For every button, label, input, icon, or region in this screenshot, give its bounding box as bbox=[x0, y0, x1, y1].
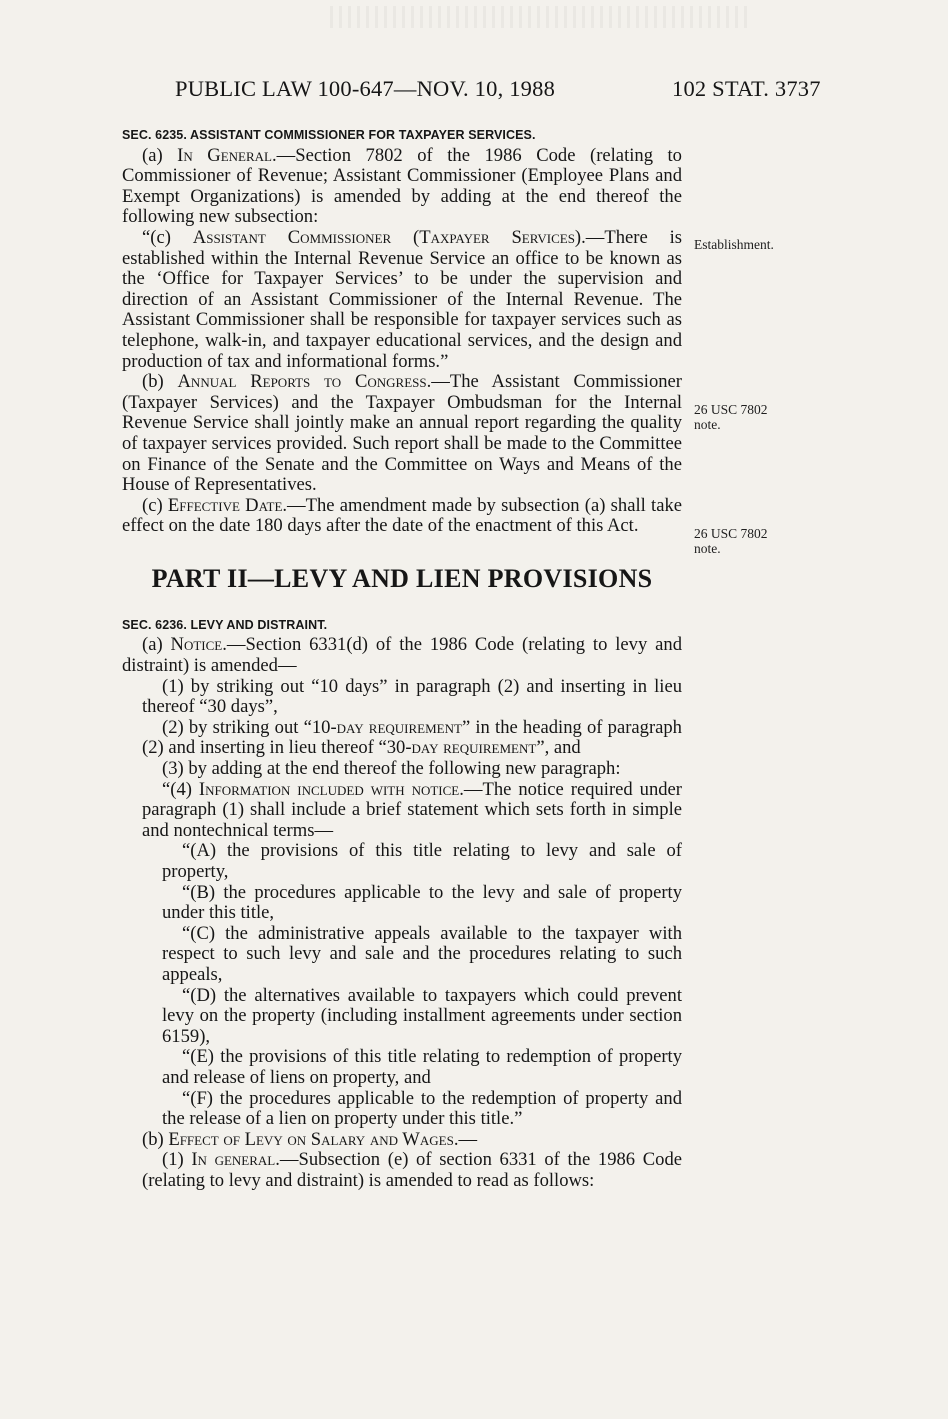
part-heading: PART II—LEVY AND LIEN PROVISIONS bbox=[151, 563, 653, 593]
subsection-a-notice bbox=[122, 635, 682, 676]
subsection-prefix: (b) bbox=[142, 1128, 169, 1150]
subsection-prefix: (c) bbox=[142, 494, 168, 516]
heading-quote: 30-day requirement bbox=[386, 737, 537, 759]
paragraph-text: ”, and bbox=[536, 737, 581, 759]
paragraph-prefix: “(4) bbox=[162, 778, 199, 800]
subsection-caption: Effect of Levy on Salary and Wages bbox=[168, 1128, 454, 1150]
subsection-c-effective-date bbox=[122, 496, 682, 537]
margin-note-usc-2-line2: note. bbox=[694, 541, 721, 556]
subsection-caption: In General bbox=[177, 144, 272, 166]
subsection-prefix: (b) bbox=[142, 371, 178, 393]
document-body bbox=[122, 125, 682, 1192]
subsection-text: .—The Assistant Commissioner (Taxpayer Services) and the Taxpayer Ombudsman for the Internal Revenue Service shall jointly make an annual report regarding the quality of taxpayer services provided. Such report shall be made to the Committee on Finance of the Senate and the Committee on Ways and Means of the House of Representatives. bbox=[122, 371, 682, 496]
paragraph-text: ” in the heading of paragraph (2) and inserting in lieu thereof “ bbox=[142, 716, 682, 759]
margin-note-usc-1 bbox=[694, 402, 768, 432]
margin-note-usc-1-line2: note. bbox=[694, 417, 721, 432]
subsection-caption: Notice bbox=[170, 634, 223, 656]
clause-a: “(A) the provisions of this title relating to levy and sale of property, bbox=[162, 840, 682, 882]
clause-e: “(E) the provisions of this title relating to redemption of property and release of liens on property, and bbox=[162, 1046, 682, 1088]
margin-note-usc-2 bbox=[694, 526, 768, 556]
subsection-text: .—Section 6331(d) of the 1986 Code (relating to levy and distraint) is amended— bbox=[122, 634, 682, 677]
paragraph-text: .—The notice required under paragraph (1) shall include a brief statement which sets forth in simple and nontechnical terms— bbox=[142, 778, 683, 841]
paragraph-b1-in-general bbox=[122, 1150, 682, 1191]
margin-note-establishment: Establishment. bbox=[694, 237, 774, 252]
subsection-c-assistant-commissioner bbox=[122, 228, 682, 372]
paragraph-caption: In general bbox=[191, 1149, 276, 1171]
paragraph-2 bbox=[122, 718, 682, 759]
section-heading-6236: SEC. 6236. LEVY AND DISTRAINT. bbox=[122, 617, 328, 632]
section-heading-6235: SEC. 6235. ASSISTANT COMMISSIONER FOR TAXPAYER SERVICES. bbox=[122, 128, 536, 142]
subsection-text: .—There is established within the Internal Revenue Service an office to be known as the ‘Office for Taxpayer Services’ to be under the supervision and direction of an Assistant Commissioner of the Internal Revenue. The Assistant Commissioner shall be responsible for taxpayer services such as telephone, walk-in, and taxpayer educational services, and the design and production of tax and informational forms.” bbox=[122, 226, 682, 372]
clause-d: “(D) the alternatives available to taxpayers which could prevent levy on the property (including installment agreements under section 6159), bbox=[162, 984, 682, 1047]
clause-f: “(F) the procedures applicable to the redemption of property and the release of a lien on property under this title.” bbox=[162, 1087, 682, 1130]
paragraph-caption: Information included with notice bbox=[198, 778, 460, 800]
subsection-caption: Effective Date bbox=[167, 494, 283, 516]
subsection-text: .—The amendment made by subsection (a) shall take effect on the date 180 days after the date of the enactment of this Act. bbox=[122, 494, 682, 537]
subsection-b-annual-reports bbox=[122, 372, 682, 496]
paragraph-prefix: (1) bbox=[162, 1149, 192, 1171]
subsection-a-general bbox=[122, 146, 682, 228]
running-head-page: 102 STAT. 3737 bbox=[672, 76, 821, 101]
running-head-title: PUBLIC LAW 100-647—NOV. 10, 1988 bbox=[175, 76, 556, 101]
subsection-text: .— bbox=[453, 1128, 478, 1150]
paragraph-3: (3) by adding at the end thereof the following new paragraph: bbox=[162, 758, 621, 780]
clause-c: “(C) the administrative appeals available to the taxpayer with respect to such levy and sale and the procedures relating to such appeals, bbox=[162, 922, 682, 985]
subsection-prefix: (a) bbox=[142, 634, 171, 656]
subsection-b-effect-of-levy bbox=[122, 1130, 682, 1151]
paragraph-4-information bbox=[122, 780, 682, 842]
paragraph-1: (1) by striking out “10 days” in paragraph (2) and inserting in lieu thereof “30 days”, bbox=[142, 675, 682, 718]
subsection-prefix: “(c) bbox=[142, 226, 193, 248]
heading-quote: 10-day requirement bbox=[311, 716, 462, 738]
subsection-caption: Assistant Commissioner (Taxpayer Services) bbox=[192, 226, 582, 248]
subsection-text: .—Section 7802 of the 1986 Code (relating to Commissioner of Revenue; Assistant Commissioner (Employee Plans and Exempt Organizations) is amended by adding at the end thereof the following new subsection: bbox=[122, 144, 682, 228]
scan-artifact bbox=[330, 6, 750, 28]
margin-note-usc-1-line1: 26 USC 7802 bbox=[694, 402, 768, 417]
paragraph-text: (2) by striking out “ bbox=[162, 716, 312, 738]
subsection-caption: Annual Reports to Congress bbox=[177, 371, 427, 393]
subsection-prefix: (a) bbox=[142, 144, 178, 166]
margin-note-usc-2-line1: 26 USC 7802 bbox=[694, 526, 768, 541]
paragraph-text: .—Subsection (e) of section 6331 of the 1986 Code (relating to levy and distraint) is amended to read as follows: bbox=[142, 1149, 682, 1191]
clause-b: “(B) the procedures applicable to the levy and sale of property under this title, bbox=[162, 881, 682, 924]
